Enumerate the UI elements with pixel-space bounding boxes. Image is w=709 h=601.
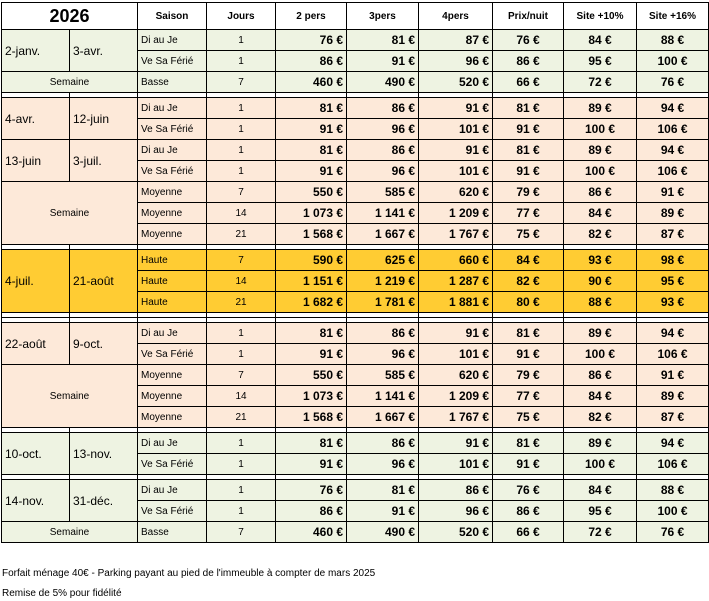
price-2pers: 81 € — [276, 433, 347, 454]
date-from: 22-août — [2, 323, 70, 365]
date-to: 3-avr. — [70, 30, 138, 72]
price-4pers: 101 € — [419, 161, 493, 182]
price-3pers: 96 € — [347, 161, 419, 182]
jours-cell: 7 — [207, 250, 276, 271]
price-4pers: 1 767 € — [419, 407, 493, 428]
price-2pers: 1 151 € — [276, 271, 347, 292]
price-3pers: 585 € — [347, 365, 419, 386]
price-per-night: 77 € — [493, 203, 564, 224]
price-site-16: 93 € — [637, 292, 709, 313]
price-per-night: 76 € — [493, 30, 564, 51]
saison-cell: Di au Je — [138, 140, 207, 161]
price-per-night: 76 € — [493, 480, 564, 501]
price-4pers: 1 209 € — [419, 203, 493, 224]
price-2pers: 91 € — [276, 161, 347, 182]
saison-cell: Moyenne — [138, 224, 207, 245]
price-site-10: 89 € — [564, 323, 637, 344]
price-4pers: 520 € — [419, 522, 493, 543]
price-4pers: 660 € — [419, 250, 493, 271]
price-row — [2, 365, 709, 386]
price-3pers: 490 € — [347, 522, 419, 543]
price-site-10: 88 € — [564, 292, 637, 313]
jours-cell: 7 — [207, 182, 276, 203]
price-3pers: 91 € — [347, 501, 419, 522]
price-site-10: 89 € — [564, 433, 637, 454]
price-site-10: 100 € — [564, 344, 637, 365]
price-2pers: 460 € — [276, 72, 347, 93]
2pers-header: 2 pers — [276, 3, 347, 30]
price-site-10: 95 € — [564, 51, 637, 72]
price-4pers: 1 881 € — [419, 292, 493, 313]
price-4pers: 1 287 € — [419, 271, 493, 292]
saison-cell: Moyenne — [138, 182, 207, 203]
price-site-10: 93 € — [564, 250, 637, 271]
price-site-16: 106 € — [637, 344, 709, 365]
jours-cell: 1 — [207, 480, 276, 501]
price-3pers: 1 141 € — [347, 203, 419, 224]
price-site-16: 95 € — [637, 271, 709, 292]
price-site-16: 100 € — [637, 501, 709, 522]
price-4pers: 91 € — [419, 140, 493, 161]
price-per-night: 75 € — [493, 407, 564, 428]
date-to: 31-déc. — [70, 480, 138, 522]
saison-cell: Di au Je — [138, 30, 207, 51]
price-3pers: 81 € — [347, 30, 419, 51]
price-2pers: 81 € — [276, 98, 347, 119]
price-site-16: 76 € — [637, 522, 709, 543]
price-per-night: 91 € — [493, 344, 564, 365]
jours-cell: 7 — [207, 72, 276, 93]
price-site-10: 100 € — [564, 454, 637, 475]
price-4pers: 1 767 € — [419, 224, 493, 245]
price-per-night: 80 € — [493, 292, 564, 313]
price-site-10: 84 € — [564, 480, 637, 501]
price-3pers: 96 € — [347, 344, 419, 365]
date-to: 12-juin — [70, 98, 138, 140]
date-to: 9-oct. — [70, 323, 138, 365]
price-site-16: 87 € — [637, 224, 709, 245]
saison-cell: Di au Je — [138, 433, 207, 454]
price-per-night: 91 € — [493, 454, 564, 475]
price-4pers: 86 € — [419, 480, 493, 501]
price-per-night: 66 € — [493, 522, 564, 543]
price-3pers: 1 219 € — [347, 271, 419, 292]
saison-cell: Ve Sa Férié — [138, 51, 207, 72]
jours-cell: 1 — [207, 119, 276, 140]
price-3pers: 490 € — [347, 72, 419, 93]
jours-cell: 1 — [207, 161, 276, 182]
4pers-header: 4pers — [419, 3, 493, 30]
price-site-16: 94 € — [637, 433, 709, 454]
price-site-10: 72 € — [564, 522, 637, 543]
footnote-cleaning-parking: Forfait ménage 40€ - Parking payant au pied de l'immeuble à compter de mars 2025 — [2, 568, 376, 579]
price-row — [2, 182, 709, 203]
price-3pers: 1 667 € — [347, 224, 419, 245]
price-row — [2, 250, 709, 271]
price-site-16: 88 € — [637, 480, 709, 501]
saison-cell: Basse — [138, 72, 207, 93]
price-3pers: 91 € — [347, 51, 419, 72]
price-4pers: 87 € — [419, 30, 493, 51]
price-3pers: 86 € — [347, 98, 419, 119]
price-per-night: 91 € — [493, 119, 564, 140]
jours-cell: 14 — [207, 386, 276, 407]
price-row — [2, 72, 709, 93]
site-10-header: Site +10% — [564, 3, 637, 30]
jours-cell: 1 — [207, 433, 276, 454]
price-2pers: 460 € — [276, 522, 347, 543]
price-per-night: 81 € — [493, 323, 564, 344]
header-row — [2, 3, 709, 30]
price-3pers: 96 € — [347, 454, 419, 475]
price-3pers: 1 141 € — [347, 386, 419, 407]
price-per-night: 91 € — [493, 161, 564, 182]
year-header: 2026 — [2, 3, 138, 30]
jours-cell: 21 — [207, 407, 276, 428]
price-site-16: 91 € — [637, 365, 709, 386]
jours-cell: 14 — [207, 203, 276, 224]
price-2pers: 86 € — [276, 51, 347, 72]
price-2pers: 550 € — [276, 182, 347, 203]
price-per-night: 86 € — [493, 51, 564, 72]
price-3pers: 1 781 € — [347, 292, 419, 313]
saison-cell: Haute — [138, 292, 207, 313]
date-from: 4-juil. — [2, 250, 70, 313]
table-body — [2, 3, 709, 543]
price-per-night: 86 € — [493, 501, 564, 522]
price-4pers: 520 € — [419, 72, 493, 93]
saison-cell: Haute — [138, 250, 207, 271]
jours-cell: 1 — [207, 323, 276, 344]
jours-cell: 7 — [207, 522, 276, 543]
price-4pers: 91 € — [419, 323, 493, 344]
price-2pers: 1 073 € — [276, 203, 347, 224]
price-3pers: 81 € — [347, 480, 419, 501]
saison-header: Saison — [138, 3, 207, 30]
price-row — [2, 480, 709, 501]
price-2pers: 91 € — [276, 454, 347, 475]
period-label: Semaine — [2, 182, 138, 245]
price-site-10: 86 € — [564, 365, 637, 386]
price-per-night: 81 € — [493, 98, 564, 119]
date-from: 4-avr. — [2, 98, 70, 140]
price-4pers: 620 € — [419, 365, 493, 386]
price-site-10: 95 € — [564, 501, 637, 522]
price-per-night: 84 € — [493, 250, 564, 271]
price-site-10: 72 € — [564, 72, 637, 93]
price-site-16: 94 € — [637, 98, 709, 119]
price-4pers: 620 € — [419, 182, 493, 203]
saison-cell: Ve Sa Férié — [138, 454, 207, 475]
price-site-16: 76 € — [637, 72, 709, 93]
price-site-16: 106 € — [637, 454, 709, 475]
saison-cell: Moyenne — [138, 407, 207, 428]
saison-cell: Moyenne — [138, 365, 207, 386]
price-4pers: 96 € — [419, 501, 493, 522]
price-2pers: 590 € — [276, 250, 347, 271]
period-label: Semaine — [2, 72, 138, 93]
price-site-10: 84 € — [564, 203, 637, 224]
price-4pers: 101 € — [419, 119, 493, 140]
price-per-night: 77 € — [493, 386, 564, 407]
price-2pers: 1 073 € — [276, 386, 347, 407]
price-site-10: 86 € — [564, 182, 637, 203]
saison-cell: Ve Sa Férié — [138, 344, 207, 365]
price-per-night: 66 € — [493, 72, 564, 93]
price-site-16: 94 € — [637, 323, 709, 344]
price-2pers: 91 € — [276, 344, 347, 365]
prix-nuit-header: Prix/nuit — [493, 3, 564, 30]
saison-cell: Di au Je — [138, 98, 207, 119]
jours-cell: 1 — [207, 140, 276, 161]
price-row — [2, 140, 709, 161]
price-per-night: 81 € — [493, 140, 564, 161]
price-row — [2, 30, 709, 51]
price-site-16: 106 € — [637, 161, 709, 182]
price-4pers: 96 € — [419, 51, 493, 72]
price-2pers: 76 € — [276, 480, 347, 501]
price-site-16: 91 € — [637, 182, 709, 203]
price-3pers: 1 667 € — [347, 407, 419, 428]
price-2pers: 86 € — [276, 501, 347, 522]
price-2pers: 1 568 € — [276, 407, 347, 428]
price-2pers: 550 € — [276, 365, 347, 386]
jours-cell: 1 — [207, 344, 276, 365]
price-site-10: 100 € — [564, 119, 637, 140]
jours-header: Jours — [207, 3, 276, 30]
saison-cell: Di au Je — [138, 480, 207, 501]
saison-cell: Moyenne — [138, 203, 207, 224]
price-site-16: 106 € — [637, 119, 709, 140]
price-4pers: 101 € — [419, 454, 493, 475]
jours-cell: 7 — [207, 365, 276, 386]
date-to: 13-nov. — [70, 433, 138, 475]
price-site-10: 100 € — [564, 161, 637, 182]
saison-cell: Haute — [138, 271, 207, 292]
price-per-night: 82 € — [493, 271, 564, 292]
jours-cell: 1 — [207, 98, 276, 119]
price-2pers: 91 € — [276, 119, 347, 140]
price-site-10: 82 € — [564, 224, 637, 245]
jours-cell: 14 — [207, 271, 276, 292]
saison-cell: Ve Sa Férié — [138, 119, 207, 140]
price-site-10: 82 € — [564, 407, 637, 428]
price-site-16: 88 € — [637, 30, 709, 51]
price-per-night: 75 € — [493, 224, 564, 245]
saison-cell: Basse — [138, 522, 207, 543]
price-per-night: 81 € — [493, 433, 564, 454]
3pers-header: 3pers — [347, 3, 419, 30]
price-3pers: 585 € — [347, 182, 419, 203]
price-2pers: 1 568 € — [276, 224, 347, 245]
jours-cell: 1 — [207, 454, 276, 475]
jours-cell: 1 — [207, 51, 276, 72]
price-site-10: 84 € — [564, 30, 637, 51]
footnote-loyalty-discount: Remise de 5% pour fidélité — [2, 588, 122, 599]
price-site-16: 89 € — [637, 386, 709, 407]
price-per-night: 79 € — [493, 182, 564, 203]
saison-cell: Ve Sa Férié — [138, 501, 207, 522]
price-per-night: 79 € — [493, 365, 564, 386]
price-site-16: 87 € — [637, 407, 709, 428]
price-2pers: 76 € — [276, 30, 347, 51]
price-site-10: 90 € — [564, 271, 637, 292]
price-4pers: 91 € — [419, 98, 493, 119]
jours-cell: 21 — [207, 292, 276, 313]
saison-cell: Di au Je — [138, 323, 207, 344]
price-site-10: 89 € — [564, 140, 637, 161]
price-3pers: 86 € — [347, 140, 419, 161]
jours-cell: 1 — [207, 501, 276, 522]
price-3pers: 625 € — [347, 250, 419, 271]
price-row — [2, 433, 709, 454]
price-2pers: 81 € — [276, 140, 347, 161]
jours-cell: 21 — [207, 224, 276, 245]
price-site-16: 89 € — [637, 203, 709, 224]
price-4pers: 101 € — [419, 344, 493, 365]
date-from: 10-oct. — [2, 433, 70, 475]
price-site-16: 98 € — [637, 250, 709, 271]
price-row — [2, 98, 709, 119]
period-label: Semaine — [2, 522, 138, 543]
date-from: 2-janv. — [2, 30, 70, 72]
date-from: 13-juin — [2, 140, 70, 182]
price-site-10: 89 € — [564, 98, 637, 119]
jours-cell: 1 — [207, 30, 276, 51]
price-2pers: 81 € — [276, 323, 347, 344]
price-row — [2, 323, 709, 344]
price-row — [2, 522, 709, 543]
price-site-16: 100 € — [637, 51, 709, 72]
price-site-10: 84 € — [564, 386, 637, 407]
site-16-header: Site +16% — [637, 3, 709, 30]
price-4pers: 1 209 € — [419, 386, 493, 407]
price-site-16: 94 € — [637, 140, 709, 161]
price-2pers: 1 682 € — [276, 292, 347, 313]
saison-cell: Moyenne — [138, 386, 207, 407]
price-3pers: 96 € — [347, 119, 419, 140]
date-from: 14-nov. — [2, 480, 70, 522]
price-3pers: 86 € — [347, 433, 419, 454]
date-to: 3-juil. — [70, 140, 138, 182]
price-table — [1, 2, 709, 543]
price-4pers: 91 € — [419, 433, 493, 454]
date-to: 21-août — [70, 250, 138, 313]
saison-cell: Ve Sa Férié — [138, 161, 207, 182]
price-3pers: 86 € — [347, 323, 419, 344]
period-label: Semaine — [2, 365, 138, 428]
